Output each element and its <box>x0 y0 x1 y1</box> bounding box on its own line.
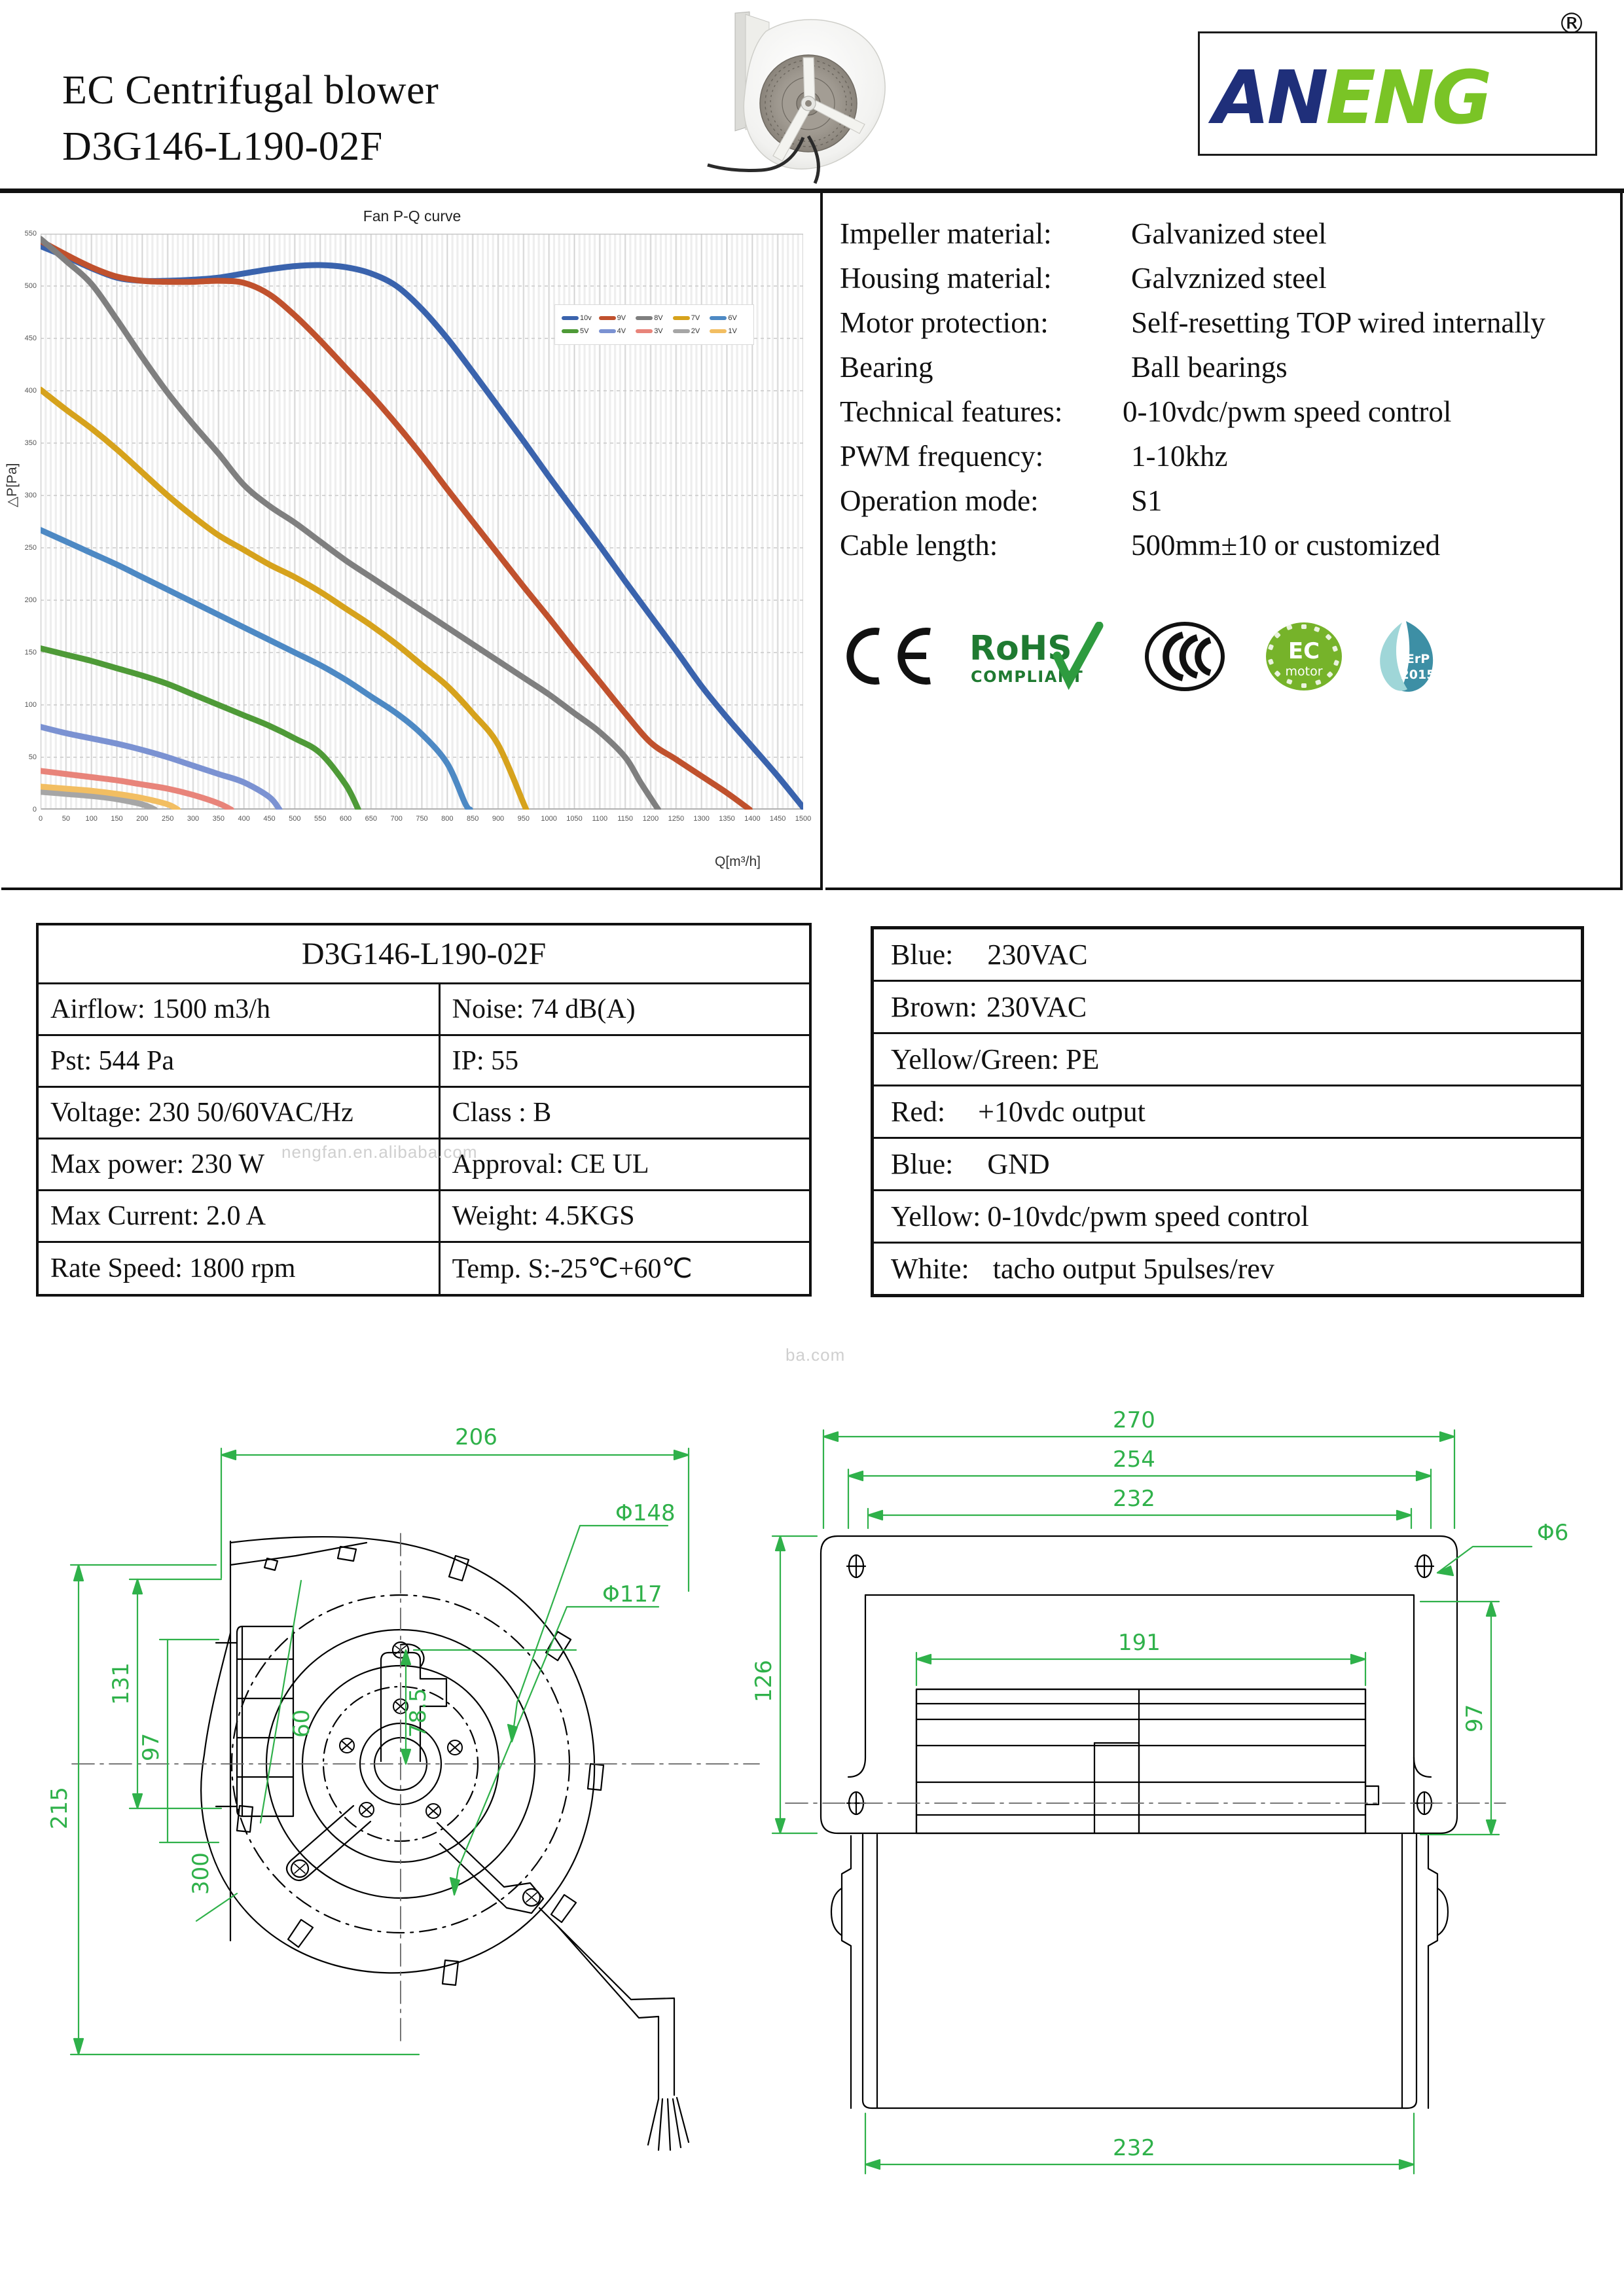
spec-cell-right: IP: 55 <box>439 1035 810 1087</box>
table-row <box>873 1086 1583 1138</box>
wire-color-label: Yellow/Green: <box>891 1043 1060 1075</box>
svg-text:ErP: ErP <box>1405 652 1430 666</box>
wire-cell <box>873 981 1583 1033</box>
ccc-mark-icon <box>1134 620 1236 692</box>
legend-label: 6V <box>728 314 737 322</box>
chart-y-tick: 50 <box>28 753 37 761</box>
chart-y-tick: 400 <box>24 387 37 395</box>
table-row <box>37 1087 810 1139</box>
spec-row <box>840 300 1620 345</box>
wire-function-label: GND <box>987 1148 1050 1180</box>
svg-text:EC: EC <box>1288 637 1320 664</box>
chart-x-axis-label: Q[m³/h] <box>715 854 761 869</box>
logo-text-an: AN <box>1213 56 1326 141</box>
ec-motor-icon <box>1265 620 1343 692</box>
spec-cell-left: Voltage: 230 50/60VAC/Hz <box>37 1087 439 1139</box>
chart-y-tick: 350 <box>24 439 37 447</box>
spec-row <box>840 389 1620 434</box>
page-title <box>62 62 439 175</box>
table-row <box>873 1138 1583 1191</box>
legend-item <box>562 314 599 322</box>
legend-label: 8V <box>654 314 663 322</box>
dim-254: 254 <box>1113 1446 1155 1473</box>
registered-trademark-icon: ® <box>1557 7 1586 41</box>
legend-color-swatch <box>562 316 579 320</box>
wire-cell <box>873 1033 1583 1086</box>
wire-function-label: +10vdc output <box>978 1096 1146 1128</box>
wire-function-label: 230VAC <box>987 939 1088 971</box>
legend-color-swatch <box>673 329 690 333</box>
watermark-text-secondary: ba.com <box>785 1345 846 1365</box>
table-row <box>873 1033 1583 1086</box>
dim-206: 206 <box>455 1424 497 1450</box>
legend-label: 9V <box>617 314 626 322</box>
dim-232-top: 232 <box>1113 1486 1155 1512</box>
legend-color-swatch <box>710 329 727 333</box>
legend-item <box>710 314 747 322</box>
chart-x-tick: 1400 <box>744 815 761 823</box>
spec-row <box>840 478 1620 523</box>
dim-191: 191 <box>1118 1630 1161 1656</box>
legend-item <box>673 314 710 322</box>
spec-cell-right: Weight: 4.5KGS <box>439 1191 810 1242</box>
table-row <box>37 1242 810 1296</box>
spec-value: 500mm±10 or customized <box>1131 529 1441 562</box>
brand-logo <box>1198 7 1597 156</box>
spec-cell-right: Approval: CE UL <box>439 1139 810 1191</box>
chart-y-tick: 150 <box>24 649 37 656</box>
wire-function-label: 0-10vdc/pwm speed control <box>987 1200 1309 1232</box>
spec-cell-left: Max Current: 2.0 A <box>37 1191 439 1242</box>
spec-key: Motor protection: <box>840 306 1049 339</box>
legend-color-swatch <box>710 316 727 320</box>
chart-y-axis-label: △P[Pa] <box>5 463 20 507</box>
spec-key: Housing material: <box>840 262 1052 295</box>
page-header <box>0 0 1624 193</box>
chart-x-tick: 1050 <box>566 815 583 823</box>
logo-text-eng: ENG <box>1326 56 1490 141</box>
spec-cell-left: Pst: 544 Pa <box>37 1035 439 1087</box>
product-photo <box>704 5 923 190</box>
legend-color-swatch <box>636 316 653 320</box>
spec-cell-left: Airflow: 1500 m3/h <box>37 984 439 1035</box>
chart-y-tick: 200 <box>24 596 37 604</box>
table-row <box>873 1191 1583 1243</box>
chart-y-tick: 300 <box>24 492 37 499</box>
legend-label: 2V <box>691 327 700 335</box>
wire-color-label: Brown: <box>891 991 977 1023</box>
spec-row <box>840 345 1620 389</box>
chart-x-tick: 1450 <box>769 815 786 823</box>
spec-row <box>840 256 1620 300</box>
chart-y-tick: 100 <box>24 701 37 709</box>
chart-y-tick: 450 <box>24 334 37 342</box>
wire-cell <box>873 1243 1583 1296</box>
dim-phi6: Φ6 <box>1537 1520 1569 1546</box>
chart-x-tick: 1000 <box>541 815 557 823</box>
spec-cell-left: Max power: 230 W <box>37 1139 439 1191</box>
spec-value: Galvznized steel <box>1131 262 1327 295</box>
chart-x-tick: 1100 <box>592 815 608 823</box>
legend-color-swatch <box>673 316 690 320</box>
wire-color-label: Blue: <box>891 1148 954 1180</box>
spec-cell-right: Noise: 74 dB(A) <box>439 984 810 1035</box>
chart-x-tick: 950 <box>517 815 530 823</box>
product-specification-table <box>36 923 812 1297</box>
spec-value: 1-10khz <box>1131 440 1228 473</box>
chart-y-tick: 0 <box>32 806 37 814</box>
ce-mark-icon <box>841 625 939 687</box>
spec-value: Galvanized steel <box>1131 217 1327 250</box>
chart-x-tick: 450 <box>263 815 276 823</box>
table-row <box>37 924 810 984</box>
wiring-connection-table <box>871 926 1584 1297</box>
legend-label: 4V <box>617 327 626 335</box>
wire-cell <box>873 1138 1583 1191</box>
certification-badges <box>841 619 1444 694</box>
legend-item <box>636 327 673 335</box>
wire-cell <box>873 928 1583 981</box>
title-model-number: D3G146-L190-02F <box>62 124 383 169</box>
svg-text:2015: 2015 <box>1400 668 1435 682</box>
chart-x-tick: 1250 <box>668 815 685 823</box>
chart-x-tick: 200 <box>136 815 149 823</box>
dim-97: 97 <box>138 1732 164 1761</box>
spec-table-model: D3G146-L190-02F <box>37 924 810 984</box>
dim-270: 270 <box>1113 1407 1155 1433</box>
chart-x-tick: 1500 <box>795 815 812 823</box>
chart-x-tick: 1200 <box>642 815 659 823</box>
legend-label: 10v <box>580 314 592 322</box>
table-row <box>873 981 1583 1033</box>
wire-cell <box>873 1191 1583 1243</box>
dim-126: 126 <box>751 1660 777 1702</box>
chart-x-tick: 1150 <box>617 815 633 823</box>
chart-x-tick: 500 <box>289 815 301 823</box>
chart-y-tick: 550 <box>24 230 37 238</box>
dim-232-bottom: 232 <box>1113 2135 1155 2161</box>
spec-cell-right: Temp. S:-25℃+60℃ <box>439 1242 810 1296</box>
chart-legend <box>554 304 754 345</box>
wire-color-label: Red: <box>891 1096 946 1128</box>
spec-key: Cable length: <box>840 529 998 562</box>
legend-item <box>710 327 747 335</box>
spec-value: Self-resetting TOP wired internally <box>1131 306 1545 339</box>
chart-x-tick: 800 <box>441 815 454 823</box>
chart-y-tick: 500 <box>24 282 37 290</box>
legend-label: 3V <box>654 327 663 335</box>
table-row <box>873 1243 1583 1296</box>
legend-label: 5V <box>580 327 589 335</box>
spec-key: Technical features: <box>840 395 1063 428</box>
chart-y-tick: 250 <box>24 544 37 552</box>
pq-curve-panel <box>1 193 823 890</box>
svg-text:motor: motor <box>1285 664 1323 679</box>
wire-function-label: 230VAC <box>986 991 1087 1023</box>
drawings-svg <box>0 1371 1624 2287</box>
table-row <box>873 928 1583 981</box>
wire-cell <box>873 1086 1583 1138</box>
watermark-text: nengfan.en.alibaba.com <box>281 1142 478 1162</box>
chart-x-tick: 100 <box>85 815 98 823</box>
spec-key: Impeller material: <box>840 217 1052 250</box>
spec-row <box>840 523 1620 567</box>
chart-x-tick: 700 <box>390 815 403 823</box>
erp-2015-icon <box>1372 619 1444 694</box>
dim-215: 215 <box>46 1787 73 1829</box>
legend-item <box>599 314 636 322</box>
wire-function-label: tacho output 5pulses/rev <box>992 1253 1274 1285</box>
wire-color-label: Blue: <box>891 939 954 971</box>
table-row <box>37 984 810 1035</box>
chart-x-tick: 350 <box>212 815 225 823</box>
dim-phi148: Φ148 <box>615 1500 676 1526</box>
chart-x-tick: 150 <box>111 815 123 823</box>
dim-phi117: Φ117 <box>602 1581 662 1607</box>
chart-x-tick: 600 <box>339 815 352 823</box>
dim-97-right: 97 <box>1462 1704 1488 1732</box>
table-row <box>37 1191 810 1242</box>
spec-cell-right: Class : B <box>439 1087 810 1139</box>
chart-x-tick: 300 <box>187 815 200 823</box>
wire-color-label: White: <box>891 1253 969 1285</box>
chart-x-tick: 1350 <box>719 815 735 823</box>
legend-label: 1V <box>728 327 737 335</box>
chart-x-tick: 400 <box>238 815 250 823</box>
wire-color-label: Yellow: <box>891 1200 981 1232</box>
dimension-drawings <box>0 1371 1624 2287</box>
legend-color-swatch <box>562 329 579 333</box>
legend-color-swatch <box>599 329 616 333</box>
chart-x-tick: 1300 <box>693 815 710 823</box>
chart-x-tick: 750 <box>416 815 428 823</box>
wire-function-label: PE <box>1066 1043 1100 1075</box>
dim-60: 60 <box>289 1709 315 1738</box>
legend-color-swatch <box>599 316 616 320</box>
chart-title: Fan P-Q curve <box>363 207 461 224</box>
spec-value: 0-10vdc/pwm speed control <box>1123 395 1452 428</box>
legend-item <box>673 327 710 335</box>
chart-x-tick: 900 <box>492 815 505 823</box>
chart-x-tick: 250 <box>161 815 174 823</box>
specifications-panel <box>825 193 1623 890</box>
legend-label: 7V <box>691 314 700 322</box>
chart-x-tick: 650 <box>365 815 378 823</box>
dim-300: 300 <box>188 1852 214 1895</box>
dim-785: 78.5 <box>405 1688 431 1738</box>
chart-x-tick: 50 <box>62 815 70 823</box>
spec-row <box>840 211 1620 256</box>
spec-key: PWM frequency: <box>840 440 1044 473</box>
title-product-type: EC Centrifugal blower <box>62 68 439 113</box>
specifications-list <box>840 211 1620 567</box>
spec-cell-left: Rate Speed: 1800 rpm <box>37 1242 439 1296</box>
spec-value: S1 <box>1131 484 1163 517</box>
header-divider <box>0 188 1624 193</box>
spec-key: Bearing <box>840 351 933 384</box>
logo-wordmark <box>1213 56 1490 141</box>
rohs-compliant-icon <box>968 622 1106 691</box>
svg-text:COMPLIANT: COMPLIANT <box>971 668 1084 686</box>
legend-item <box>562 327 599 335</box>
legend-item <box>599 327 636 335</box>
chart-x-tick: 850 <box>466 815 479 823</box>
spec-row <box>840 434 1620 478</box>
chart-x-tick: 550 <box>314 815 327 823</box>
chart-x-tick: 0 <box>38 815 43 823</box>
table-row <box>37 1035 810 1087</box>
spec-value: Ball bearings <box>1131 351 1288 384</box>
legend-item <box>636 314 673 322</box>
spec-key: Operation mode: <box>840 484 1039 517</box>
legend-color-swatch <box>636 329 653 333</box>
svg-text:RoHS: RoHS <box>969 629 1072 668</box>
dim-131: 131 <box>108 1662 134 1705</box>
